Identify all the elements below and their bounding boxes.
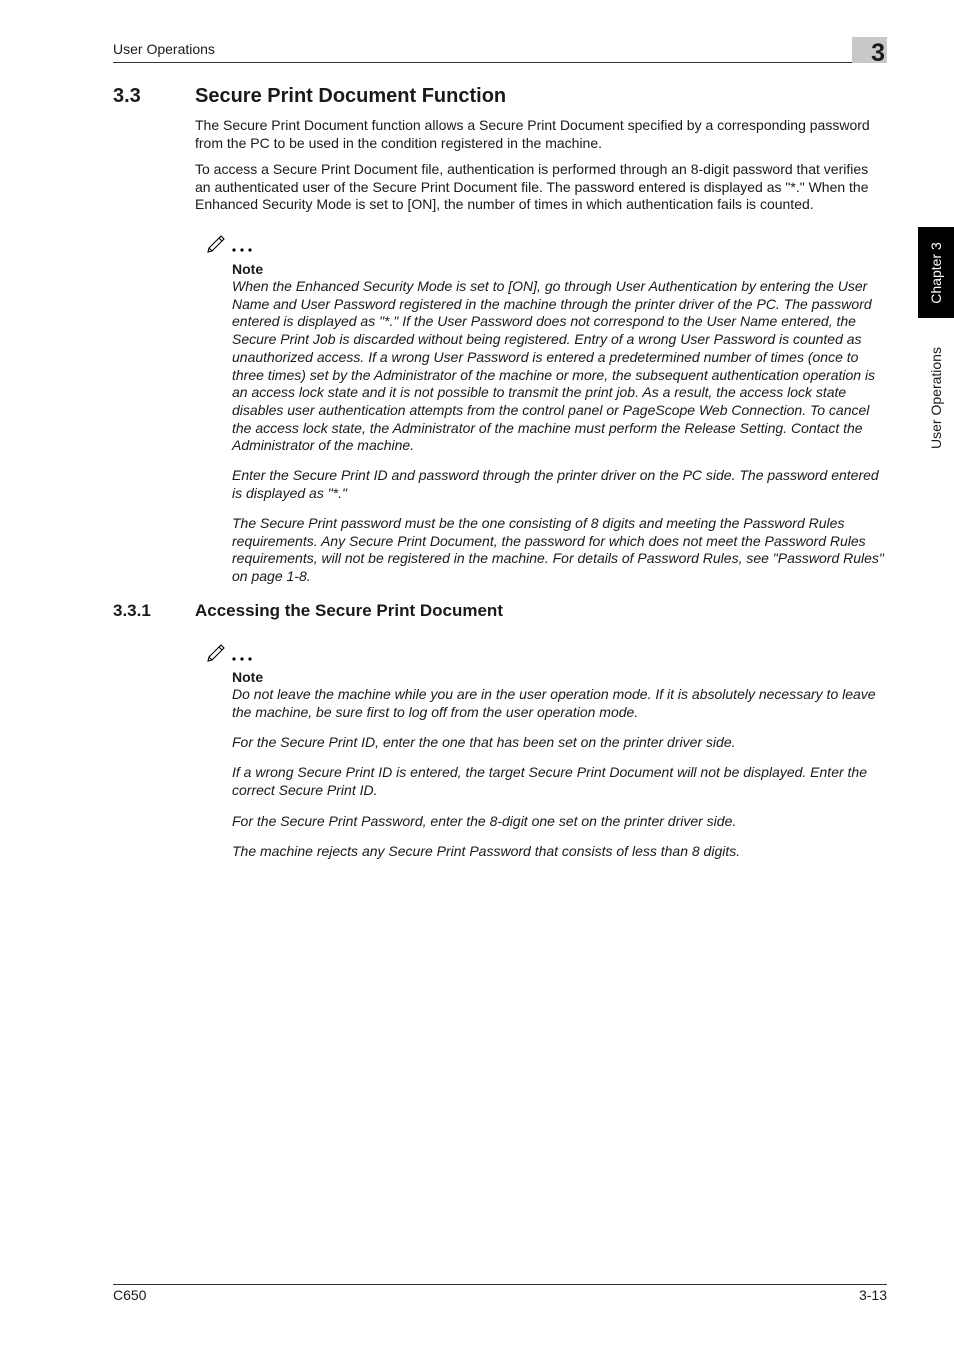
note-paragraph: The machine rejects any Secure Print Password that consists of less than 8 digits. (232, 843, 741, 859)
section-side-label: User Operations (928, 347, 944, 449)
section-side-title (918, 318, 954, 478)
note-paragraph: The Secure Print password must be the one consisting of 8 digits and meeting the Password Rules requirements. Any Secure Print Document, the password for which does not meet the Password Rules requirements, will not be registered in the machine. For details of Password Rules, see "Password Rules" on page 1-8. (232, 515, 884, 585)
note-paragraph: Enter the Secure Print ID and password through the printer driver on the PC side. The password entered is displayed as "*." (232, 467, 879, 501)
chapter-side-label: Chapter 3 (928, 241, 944, 304)
chapter-side-tab (918, 227, 954, 318)
subsection-heading (113, 601, 503, 621)
section-title: Secure Print Document Function (195, 85, 507, 107)
note-paragraph: For the Secure Print Password, enter the 8-digit one set on the printer driver side. (232, 813, 737, 829)
running-header: User Operations (113, 41, 215, 57)
subsection-title: Accessing the Secure Print Document (195, 601, 503, 620)
note-paragraph: Do not leave the machine while you are in the user operation mode. If it is absolutely necessary to leave the machine, be sure first to log off from the user operation mode. (232, 686, 876, 720)
section-number: 3.3 (113, 85, 141, 107)
subsection-number: 3.3.1 (113, 601, 151, 620)
header-rule (113, 62, 887, 63)
note-paragraph: When the Enhanced Security Mode is set to [ON], go through User Authentication by entering the User Name and User Password registered in the machine through the printer driver of the PC. The password entered is displayed as "*." If the User Password does not correspond to the User Name entered, the Secure Print Job is discarded without being registered. Entry of a wrong User Password is counted as unauthorized access. If a wrong User Password is entered a predetermined number of times (once to three times) set by the Administrator of the machine or more, the subsequent authentication operation is an access lock state and it is not possible to transmit the print job. As a result, the access lock state disables user authentication attempts from the control panel or PageScope Web Connection. To cancel the access lock state, the Administrator of the machine must perform the Release Setting. Contact the Administrator of the machine. (232, 278, 876, 454)
section-heading (113, 85, 506, 108)
footer-page-number: 3-13 (858, 1287, 887, 1303)
body-paragraph: The Secure Print Document function allows a Secure Print Document specified by a corresponding password from the PC to be used in the condition registered in the machine. (195, 117, 870, 151)
note-label: Note (232, 669, 264, 685)
footer-model: C650 (113, 1287, 147, 1303)
note-label: Note (232, 261, 264, 277)
note-paragraph: If a wrong Secure Print ID is entered, the target Secure Print Document will not be displayed. Enter the correct Secure Print ID. (232, 764, 867, 798)
pencil-note-icon (206, 640, 256, 662)
footer-rule (113, 1284, 887, 1285)
chapter-number-badge: 3 (852, 37, 887, 63)
note-paragraph: For the Secure Print ID, enter the one that has been set on the printer driver side. (232, 734, 736, 750)
body-paragraph: To access a Secure Print Document file, authentication is performed through an 8-digit password that verifies an authenticated user of the Secure Print Document file. The password entered is displayed as "*." When the Enhanced Security Mode is set to [ON], the number of times in which authentication fails is counted. (195, 161, 869, 212)
pencil-note-icon (206, 231, 256, 253)
